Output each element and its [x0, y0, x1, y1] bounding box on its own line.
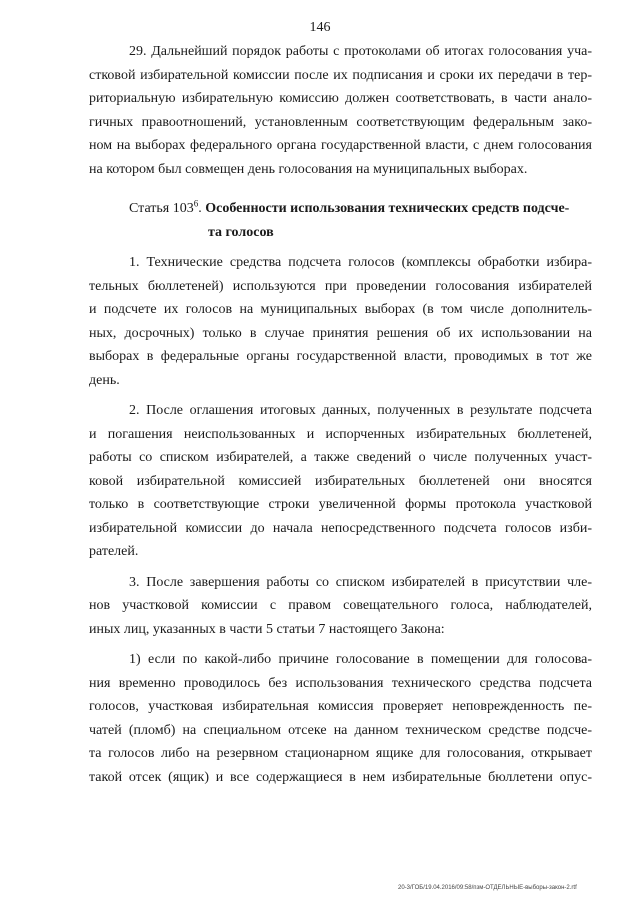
paragraph-3-item-1	[89, 648, 592, 789]
article-title: Особенности использования технических средств подсче-	[205, 201, 570, 216]
text-line: тельных бюллетеней) используются при проведении голосования избирателей	[89, 278, 592, 294]
article-number-superscript: 6	[193, 198, 199, 209]
text-line: гичных правоотношений, установленным соответствующим федеральным зако-	[89, 114, 592, 130]
document-body	[89, 40, 592, 789]
text-line: и подсчете их голосов на муниципальных выборах (в том числе дополнитель-	[89, 302, 592, 317]
text-line: стковой избирательной комиссии после их подписания и сроки их передачи в тер-	[89, 67, 592, 83]
text-line: избирательной комиссии до начала непосредственного подсчета голосов изби-	[89, 520, 592, 536]
file-footer: 20-3/ГОБ/19.04.2016/09:58/пзм-ОТДЕЛЬНЫЕ-выборы-закон-2.rtf	[398, 885, 577, 891]
text-line: работы со списком избирателей, а также сведений о числе полученных участ-	[89, 450, 592, 465]
text-line: 1) если по какой-либо причине голосование в помещении для голосова-	[129, 652, 592, 667]
paragraph-1	[89, 251, 592, 392]
page-number: 146	[309, 20, 331, 35]
paragraph-29	[89, 40, 592, 181]
text-line: та голосов либо на резервном стационарном ящике для голосования, открывает	[89, 746, 592, 761]
article-number: Статья 103	[129, 201, 194, 216]
text-line: выборах в федеральные органы государственной власти, проводимых в тот же	[89, 349, 592, 364]
text-line: такой отсек (ящик) и все содержащиеся в нем избирательные бюллетени опус-	[89, 769, 592, 785]
text-line: день.	[89, 372, 120, 388]
text-line: ковой избирательной комиссией избирательных бюллетеней они вносятся	[89, 473, 592, 489]
text-line: 3. После завершения работы со списком избирателей в присутствии чле-	[129, 574, 592, 590]
text-line: чатей (пломб) на специальном отсеке на данном техническом средстве подсче-	[89, 722, 592, 738]
text-line: и погашения неиспользованных и испорченных избирательных бюллетеней,	[89, 426, 592, 442]
article-heading	[89, 197, 592, 244]
text-line: только в соответствующие строки увеличенной формы протокола участковой	[89, 497, 592, 512]
text-line: 2. После оглашения итоговых данных, полученных в результате подсчета	[129, 403, 592, 418]
text-line: ния временно проводилось без использования технического средства подсчета	[89, 675, 592, 691]
text-line: 29. Дальнейший порядок работы с протоколами об итогах голосования уча-	[129, 44, 592, 59]
paragraph-2	[89, 399, 592, 564]
text-line: риториальную избирательную комиссию должен соответствовать, в части анало-	[89, 91, 592, 106]
text-line: ном на выборах федерального органа государственной власти, с днем голосования	[89, 138, 592, 153]
article-title-continuation: та голосов	[208, 224, 274, 240]
text-line: на котором был совмещен день голосования на муниципальных выборах.	[89, 161, 528, 177]
text-line: голосов, участковая избирательная комиссия проверяет неповрежденность пе-	[89, 699, 592, 714]
text-line: 1. Технические средства подсчета голосов (комплексы обработки избира-	[129, 255, 592, 270]
text-line: нов участковой комиссии с правом совещательного голоса, наблюдателей,	[89, 598, 592, 613]
text-line: рателей.	[89, 544, 139, 559]
text-line: ных, досрочных) только в случае принятия решения об их использовании на	[89, 325, 592, 341]
paragraph-3	[89, 571, 592, 642]
article-heading-line: Статья $103^6$. Особенности использования технических средств подсче-	[129, 198, 570, 216]
text-line: иных лиц, указанных в части 5 статьи 7 настоящего Закона:	[89, 621, 445, 637]
